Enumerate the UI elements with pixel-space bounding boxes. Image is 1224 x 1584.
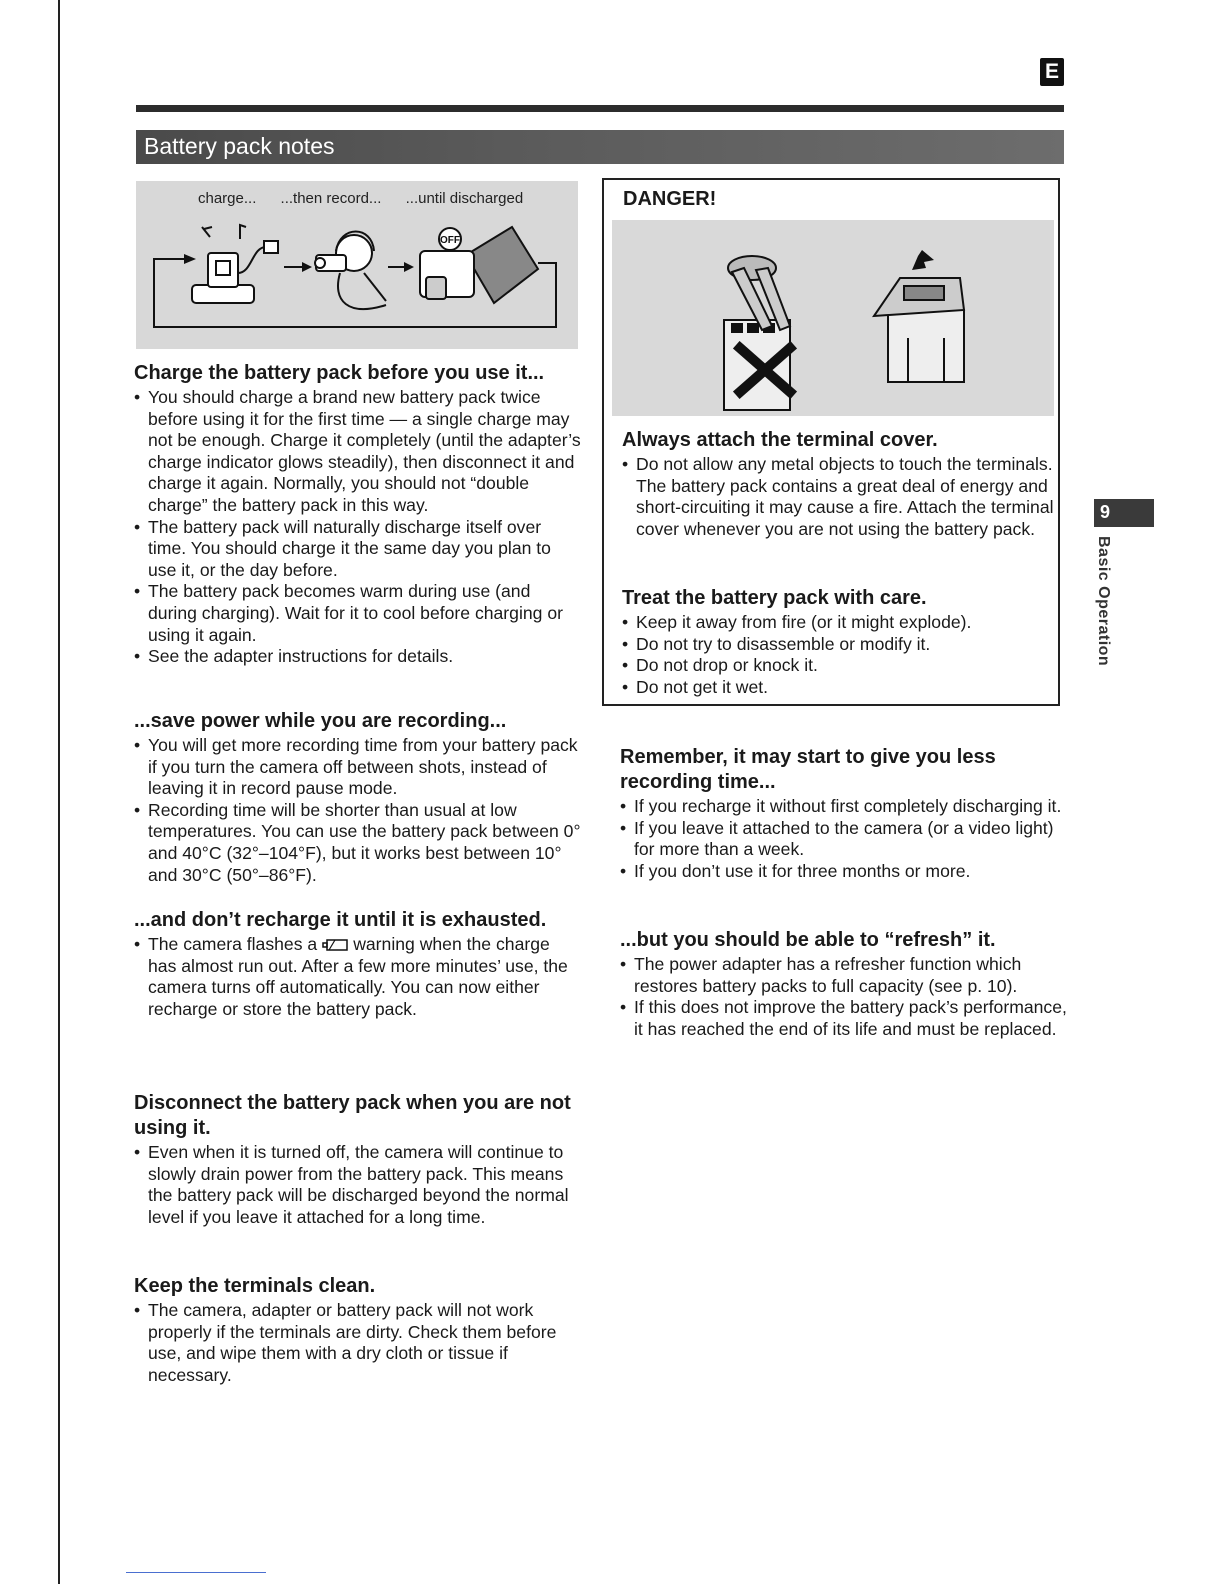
page-title: Battery pack notes (144, 133, 335, 159)
list-item: • Do not try to disassemble or modify it. (622, 634, 1060, 656)
danger-title: DANGER! (623, 188, 717, 210)
section-heading: Remember, it may start to give you less recording time... (620, 746, 996, 793)
person-recording-icon (315, 232, 386, 310)
bottom-underline (126, 1572, 266, 1573)
binding-edge-line (58, 0, 60, 1584)
charger-icon (192, 241, 278, 303)
battery-with-cover-icon (874, 278, 964, 382)
bullet-text-end: warning when the charge has almost run out. After a few more minutes’ use, the camera turns off automatically. You can now either recharge or store the battery pack. (148, 934, 568, 1019)
bullet-text-start: The camera flashes a (148, 934, 318, 954)
list-item: • You should charge a brand new battery pack twice before using it for the first time — a single charge may not be enough. Charge it completely (until the adapter’s charge indicator glows steadily), then disconnect it and charge it again. Normally, you should not “double charge” the battery pack in this way. (134, 387, 582, 517)
language-badge: E (1040, 58, 1064, 86)
list-item: • Do not allow any metal objects to touch the terminals. The battery pack contains a great deal of energy and short-circuiting it may cause a fire. Attach the terminal cover whenever you are not using the battery pack. (622, 454, 1060, 540)
off-label: OFF (440, 235, 460, 246)
battery-warning-icon (321, 938, 349, 952)
title-bar (136, 130, 1064, 164)
section-refresh (620, 928, 1068, 1040)
section-treat-with-care (622, 586, 1060, 698)
section-charge-before-use (134, 361, 582, 668)
charge-cycle-drawing (136, 181, 578, 349)
charge-cycle-illustration (136, 181, 578, 349)
list-item: • If you don’t use it for three months or more. (620, 861, 1068, 883)
section-keep-terminals-clean (134, 1274, 582, 1386)
list-item: • If you recharge it without first completely discharging it. (620, 796, 1068, 818)
section-heading: ...but you should be able to “refresh” it. (620, 929, 996, 951)
list-item: • Do not get it wet. (622, 677, 1060, 699)
down-arrow-icon (912, 250, 934, 270)
section-heading: ...and don’t recharge it until it is exhausted. (134, 909, 547, 931)
list-item: • If you leave it attached to the camera (or a video light) for more than a week. (620, 818, 1068, 861)
chapter-tab: 9 (1094, 499, 1154, 527)
section-save-power (134, 709, 582, 886)
section-disconnect (134, 1091, 582, 1228)
caption-record: ...then record... (280, 190, 382, 207)
list-item: • The power adapter has a refresher function which restores battery packs to full capacity (see p. 10). (620, 954, 1068, 997)
list-item: • Keep it away from fire (or it might explode). (622, 612, 1060, 634)
list-item: • See the adapter instructions for details. (134, 646, 582, 668)
chapter-label: Basic Operation (1095, 536, 1112, 667)
danger-box (602, 178, 1060, 706)
list-item: • If this does not improve the battery pack’s performance, it has reached the end of its life and must be replaced. (620, 997, 1068, 1040)
terminal-cover-illustration (612, 220, 1054, 416)
list-item: • Do not drop or knock it. (622, 655, 1060, 677)
section-terminal-cover (622, 428, 1060, 540)
list-item: • Recording time will be shorter than usual at low temperatures. You can use the battery pack between 0° and 40°C (32°–104°F), but it works best between 10° and 30°C (50°–86°F). (134, 800, 582, 886)
list-item: • Even when it is turned off, the camera will continue to slowly drain power from the battery pack. This means the battery pack will be discharged beyond the normal level if you leave it attached for a long time. (134, 1142, 582, 1228)
list-item: • The camera, adapter or battery pack will not work properly if the terminals are dirty. Check them before use, and wipe them with a dry cloth or tissue if necessary. (134, 1300, 582, 1386)
section-less-recording-time (620, 745, 1068, 882)
section-heading: Charge the battery pack before you use it... (134, 362, 545, 384)
list-item (134, 934, 582, 1020)
section-heading: ...save power while you are recording... (134, 710, 507, 732)
list-item: • The battery pack will naturally discharge itself over time. You should charge it the same day you plan to use it, or the day before. (134, 517, 582, 582)
section-heading: Keep the terminals clean. (134, 1275, 376, 1297)
section-dont-recharge (134, 908, 582, 1020)
top-rule (136, 105, 1064, 112)
section-heading: Treat the battery pack with care. (622, 587, 927, 609)
list-item: • The battery pack becomes warm during use (and during charging). Wait for it to cool before charging or using it again. (134, 581, 582, 646)
section-heading: Always attach the terminal cover. (622, 429, 938, 451)
camera-off-icon (420, 227, 538, 303)
section-heading: Disconnect the battery pack when you are not using it. (134, 1092, 571, 1139)
terminal-cover-drawing (612, 220, 1054, 416)
caption-discharged: ...until discharged (405, 190, 524, 207)
caption-charge: charge... (198, 190, 257, 207)
list-item: • You will get more recording time from your battery pack if you turn the camera off between shots, instead of leaving it in record pause mode. (134, 735, 582, 800)
